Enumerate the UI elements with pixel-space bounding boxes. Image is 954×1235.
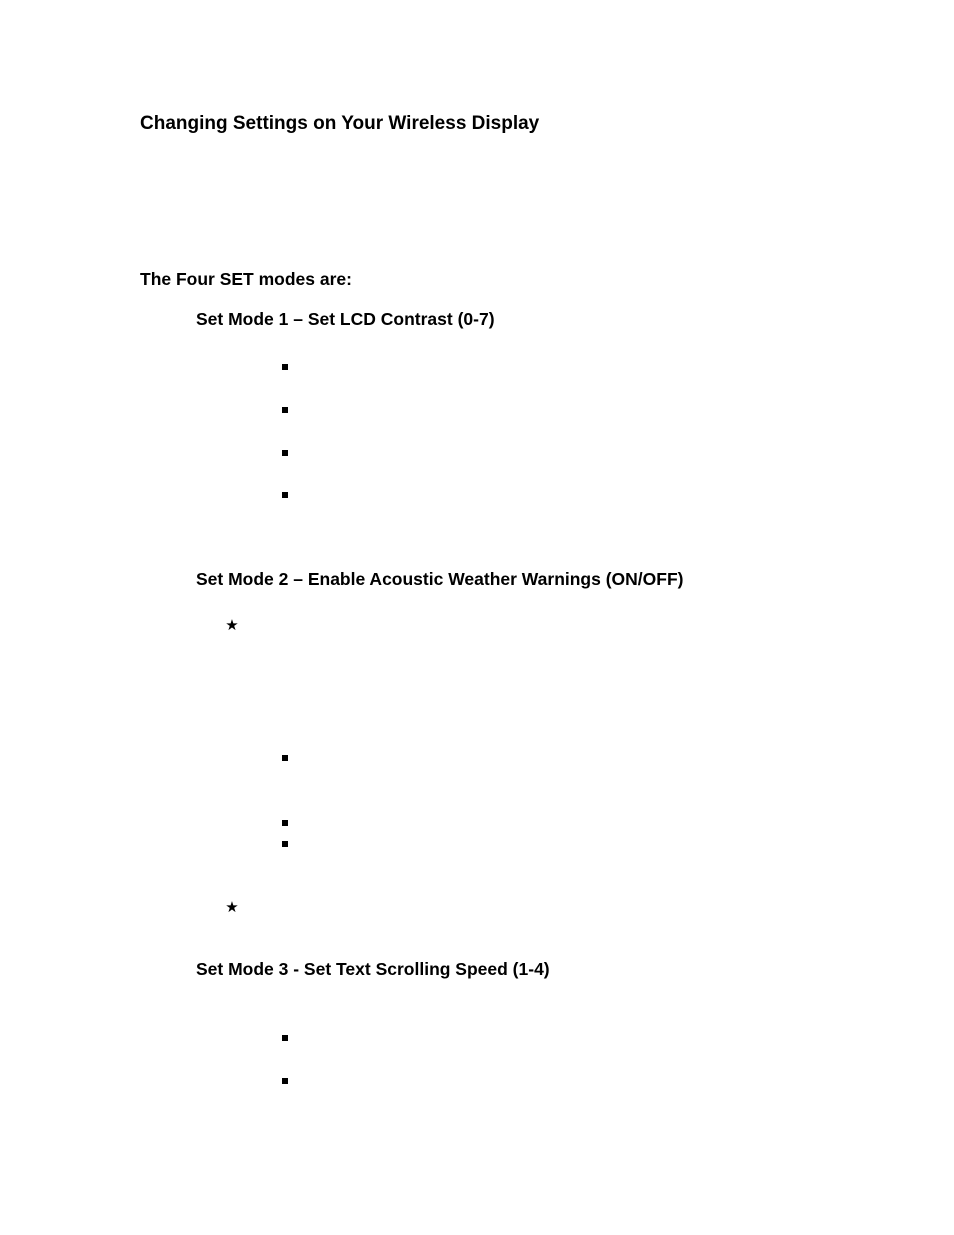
set-mode-1-heading: Set Mode 1 – Set LCD Contrast (0-7) xyxy=(196,309,495,329)
bullet-marker xyxy=(282,841,288,847)
bullet-marker xyxy=(282,1078,288,1084)
set-mode-3-heading: Set Mode 3 - Set Text Scrolling Speed (1-4) xyxy=(196,959,550,979)
bullet-marker xyxy=(282,492,288,498)
bullet-marker xyxy=(282,755,288,761)
bullet-marker xyxy=(282,1035,288,1041)
star-icon: ★ xyxy=(225,899,239,916)
set-modes-intro-heading: The Four SET modes are: xyxy=(140,269,352,289)
bullet-marker xyxy=(282,450,288,456)
star-icon: ★ xyxy=(225,617,239,634)
page-title: Changing Settings on Your Wireless Display xyxy=(140,113,540,134)
bullet-marker xyxy=(282,407,288,413)
bullet-marker xyxy=(282,364,288,370)
bullet-marker xyxy=(282,820,288,826)
set-mode-2-heading: Set Mode 2 – Enable Acoustic Weather Warnings (ON/OFF) xyxy=(196,569,684,589)
